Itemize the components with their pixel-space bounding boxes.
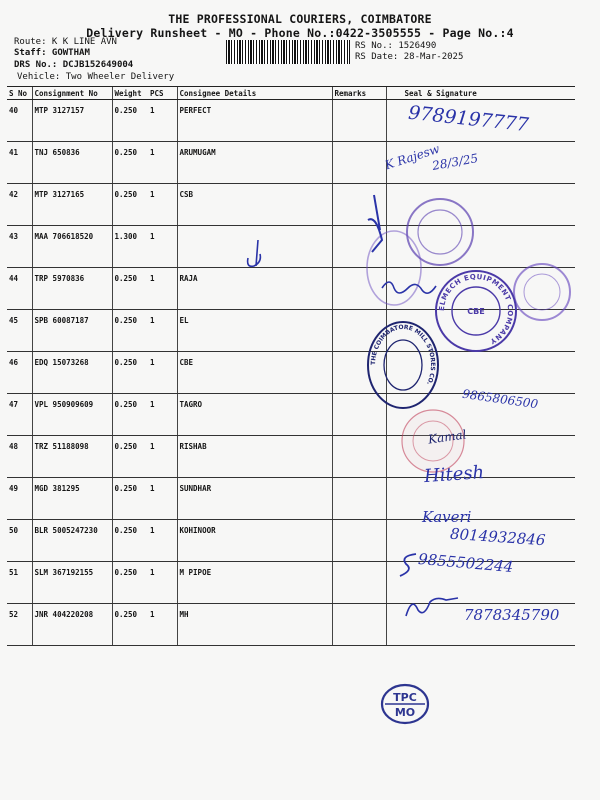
row-remarks (332, 562, 386, 604)
row-consignment: MAA 706618520 (32, 226, 112, 268)
company-seal-stamp (433, 268, 519, 354)
row-pcs: 1 (148, 226, 177, 268)
row-sno: 41 (7, 142, 32, 184)
handwritten-phone-40: 9789197777 (407, 101, 530, 137)
row-weight: 0.250 (112, 268, 148, 310)
row-consignment: TNJ 650836 (32, 142, 112, 184)
row-weight: 0.250 (112, 394, 148, 436)
row-weight: 0.250 (112, 184, 148, 226)
handwritten-phone-52: 7878345790 (464, 606, 560, 624)
col-weight: Weight (112, 87, 148, 100)
row-pcs: 1 (148, 478, 177, 520)
violet-seal-stamp-right (512, 258, 572, 326)
tpc-mo-stamp (380, 683, 430, 725)
row-remarks (332, 604, 386, 646)
row-consignee: CBE (177, 352, 332, 394)
row-weight: 0.250 (112, 604, 148, 646)
route-label: Route: K K LINE AVN (14, 37, 117, 47)
row-remarks (332, 142, 386, 184)
company-seal-center-text: CBE (467, 307, 485, 316)
row-consignment: EDQ 15073268 (32, 352, 112, 394)
row-consignment: VPL 950909609 (32, 394, 112, 436)
handwritten-date-41: 28/3/25 (431, 151, 480, 173)
row-pcs: 1 (148, 142, 177, 184)
row-consignment: TRP 5970836 (32, 268, 112, 310)
rs-date: RS Date: 28-Mar-2025 (355, 52, 464, 62)
row-consignee: MH (177, 604, 332, 646)
row-sno: 42 (7, 184, 32, 226)
row-remarks (332, 520, 386, 562)
tpc-stamp-bottom-text: MO (394, 706, 416, 719)
runsheet-title: Delivery Runsheet - MO - Phone No.:0422-3505555 - Page No.:4 (86, 26, 514, 40)
row-consignee: M PIPOE (177, 562, 332, 604)
handwritten-signature-51 (396, 550, 420, 580)
col-sno: S No (7, 87, 32, 100)
row-pcs: 1 (148, 520, 177, 562)
col-seal: Seal & Signature (386, 87, 575, 100)
row-weight: 0.250 (112, 436, 148, 478)
row-sno: 51 (7, 562, 32, 604)
handwritten-name-41: K Rajesw (383, 141, 442, 173)
row-weight: 0.250 (112, 562, 148, 604)
drs-number: DRS No.: DCJB152649004 (14, 60, 134, 70)
handwritten-mark-44 (244, 238, 268, 272)
row-consignee: RISHAB (177, 436, 332, 478)
row-weight: 0.250 (112, 478, 148, 520)
table-row (7, 352, 575, 394)
row-weight: 0.250 (112, 142, 148, 184)
row-consignee: TAGRO (177, 394, 332, 436)
row-weight: 1.300 (112, 226, 148, 268)
handwritten-signature-45 (378, 274, 438, 302)
mill-seal-ring-text: THE COIMBATORE MILL STORES CO. (369, 323, 437, 386)
col-remarks: Remarks (332, 87, 386, 100)
row-weight: 0.250 (112, 100, 148, 142)
row-consignment: TRZ 51188098 (32, 436, 112, 478)
handwritten-phone-50: 8014932846 (449, 524, 546, 550)
row-pcs: 1 (148, 268, 177, 310)
row-sno: 44 (7, 268, 32, 310)
company-seal-ring-text: ELMECH EQUIPMENT COMPANY (437, 272, 515, 346)
row-pcs: 1 (148, 100, 177, 142)
tpc-stamp-top-text: TPC (393, 691, 417, 704)
table-row (7, 142, 575, 184)
row-sno: 49 (7, 478, 32, 520)
row-consignee: SUNDHAR (177, 478, 332, 520)
row-weight: 0.250 (112, 520, 148, 562)
row-signature (386, 478, 575, 520)
table-row (7, 478, 575, 520)
row-pcs: 1 (148, 604, 177, 646)
row-sno: 52 (7, 604, 32, 646)
row-pcs: 1 (148, 394, 177, 436)
mill-stores-seal-stamp (366, 320, 440, 410)
table-header-row (7, 87, 575, 100)
table-row (7, 436, 575, 478)
row-consignment: SLM 367192155 (32, 562, 112, 604)
row-consignment: MGD 381295 (32, 478, 112, 520)
table-row (7, 226, 575, 268)
row-sno: 46 (7, 352, 32, 394)
handwritten-signature-52 (402, 592, 462, 620)
row-sno: 40 (7, 100, 32, 142)
row-remarks (332, 100, 386, 142)
row-remarks (332, 478, 386, 520)
handwritten-name-48: Kamal (427, 427, 468, 447)
row-sno: 48 (7, 436, 32, 478)
row-weight: 0.250 (112, 310, 148, 352)
handwritten-phone-51: 9855502244 (417, 549, 515, 577)
row-consignment: MTP 3127165 (32, 184, 112, 226)
vehicle-label: Vehicle: Two Wheeler Delivery (17, 72, 175, 82)
row-remarks (332, 394, 386, 436)
row-sno: 50 (7, 520, 32, 562)
company-name: THE PROFESSIONAL COURIERS, COIMBATORE (168, 12, 432, 26)
row-consignment: BLR 5005247230 (32, 520, 112, 562)
row-consignee: ARUMUGAM (177, 142, 332, 184)
col-pcs: PCS (148, 87, 177, 100)
row-sno: 47 (7, 394, 32, 436)
handwritten-phone-47: 9865806500 (461, 386, 539, 412)
handwritten-signature-43 (362, 190, 402, 260)
row-weight: 0.250 (112, 352, 148, 394)
barcode (226, 40, 350, 64)
row-consignment: SPB 60087187 (32, 310, 112, 352)
row-consignment: JNR 404220208 (32, 604, 112, 646)
row-consignment: MTP 3127157 (32, 100, 112, 142)
row-consignee: CSB (177, 184, 332, 226)
row-sno: 45 (7, 310, 32, 352)
row-consignee: EL (177, 310, 332, 352)
row-consignee: PERFECT (177, 100, 332, 142)
row-sno: 43 (7, 226, 32, 268)
rs-number: RS No.: 1526490 (355, 41, 437, 51)
row-pcs: 1 (148, 310, 177, 352)
table-row (7, 184, 575, 226)
row-consignee: RAJA (177, 268, 332, 310)
handwritten-name-49: Hitesh (423, 461, 485, 488)
row-consignee: KOHINOOR (177, 520, 332, 562)
row-remarks (332, 436, 386, 478)
col-consignment: Consignment No (32, 87, 112, 100)
staff-label: Staff: GOWTHAM (14, 48, 90, 58)
row-pcs: 1 (148, 436, 177, 478)
row-pcs: 1 (148, 352, 177, 394)
row-pcs: 1 (148, 562, 177, 604)
row-pcs: 1 (148, 184, 177, 226)
col-consignee: Consignee Details (177, 87, 332, 100)
handwritten-name-50: Kaveri (422, 508, 472, 526)
